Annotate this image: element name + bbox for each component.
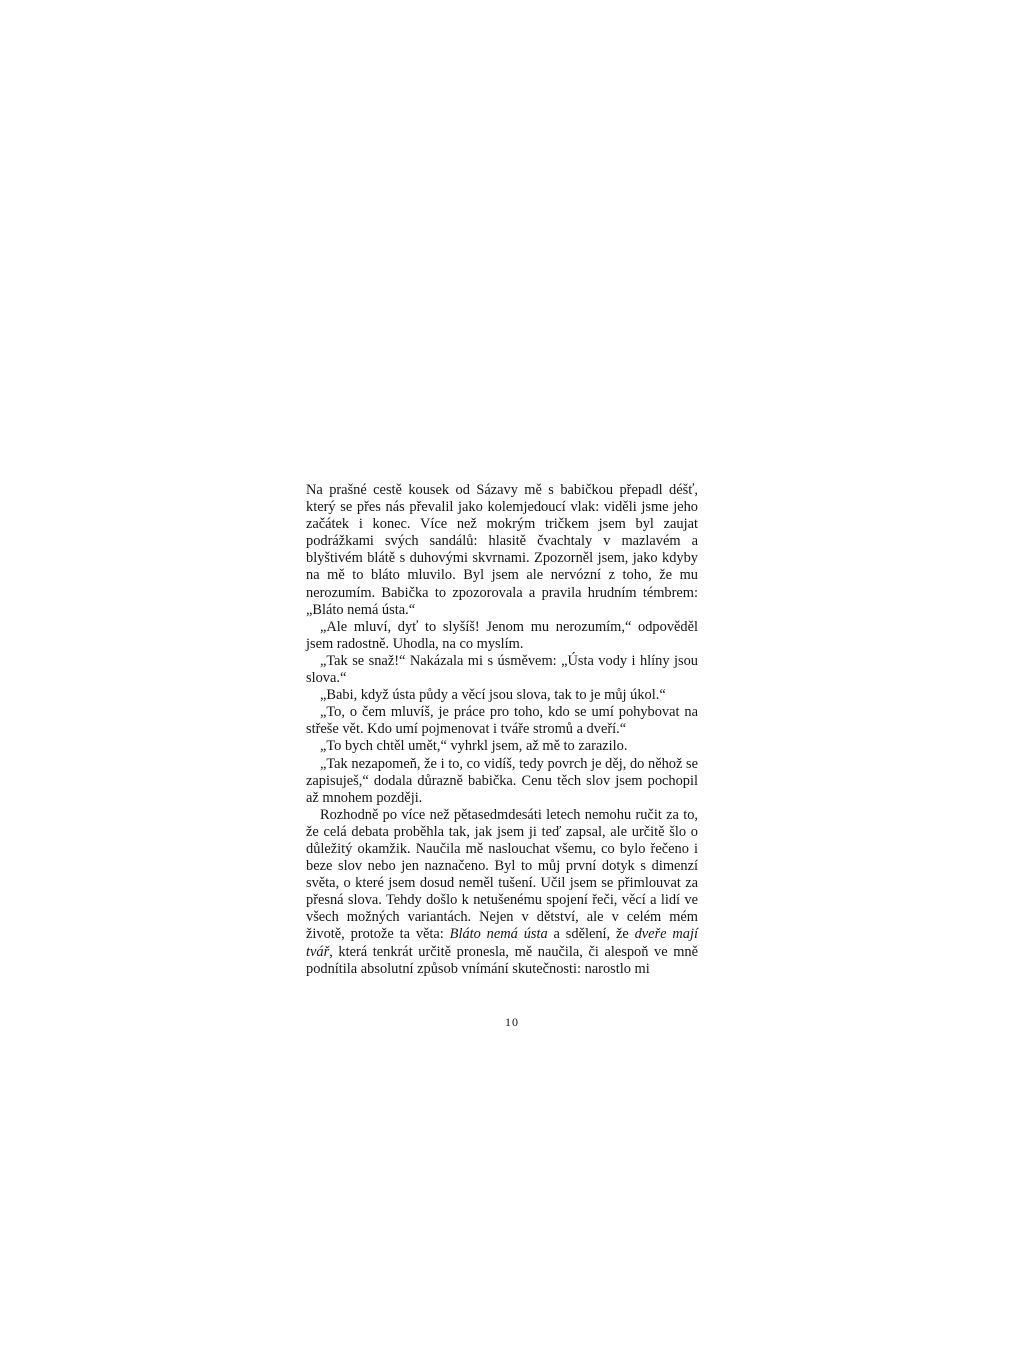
body-text <box>306 482 698 978</box>
paragraph-8 <box>306 807 698 978</box>
paragraph-2: „Ale mluví, dyť to slyšíš! Jenom mu nerozumím,“ odpověděl jsem radostně. Uhodla, na co myslím. <box>306 618 698 652</box>
paragraph-7: „Tak nezapomeň, že i to, co vidíš, tedy povrch je děj, do něhož se zapisuješ,“ dodala důrazně babička. Cenu těch slov jsem pochopil až mnohem později. <box>306 755 698 806</box>
paragraph-6: „To bych chtěl umět,“ vyhrkl jsem, až mě to zarazilo. <box>320 738 628 755</box>
quote-blato-nema-usta: Bláto nemá ústa <box>449 926 548 943</box>
quote-dvere-maji-tvar: dveře mají tvář <box>306 926 698 960</box>
paragraph-3: „Tak se snaž!“ Nakázala mi s úsměvem: „Ústa vody i hlíny jsou slova.“ <box>306 652 698 687</box>
paragraph-5: „To, o čem mluvíš, je práce pro toho, kdo se umí pohybovat na střeše vět. Kdo umí pojmenovat i tváře stromů a dveří.“ <box>306 704 698 738</box>
paragraph-4: „Babi, když ústa půdy a věcí jsou slova, tak to je můj úkol.“ <box>320 687 666 704</box>
paragraph-8-text-c: , která tenkrát určitě pronesla, mě naučila, či alespoň ve mně podnítila absolutní způsob vnímání skutečnosti: narostlo mi <box>306 943 698 977</box>
paragraph-8-text-a: Rozhodně po více než pětasedmdesáti letech nemohu ručit za to, že celá debata proběhla tak, jak jsem ji teď zapsal, ale určitě šlo o důležitý okamžik. Naučila mě naslouchat všemu, co bylo řečeno i beze slov nebo jen naznačeno. Byl to můj první dotyk s dimenzí světa, o které jsem dosud neměl tušení. Učil jsem se přimlouvat za přesná slova. Tehdy došlo k netušenému spojení řeči, věcí a lidí ve všech možných variantách. Nejen v dětství, ale v celém mém životě, protože ta věta: <box>306 806 698 943</box>
paragraph-8-text-b: a sdělení, že <box>547 926 635 943</box>
page-number: 10 <box>505 1015 519 1029</box>
paragraph-1: Na prašné cestě kousek od Sázavy mě s babičkou přepadl déšť, který se přes nás převalil jako kolemjedoucí vlak: viděli jsme jeho začátek i konec. Více než mokrým tričkem jsem byl zaujat podrážkami svých sandálů: hlasitě čvachtaly v mazlavém a blyštivém blátě s duhovými skvrnami. Zpozorněl jsem, jako kdyby na mě to bláto mluvilo. Byl jsem ale nervózní z toho, že mu nerozumím. Babička to zpozorovala a pravila hrudním témbrem: „Bláto nemá ústa.“ <box>306 482 698 618</box>
